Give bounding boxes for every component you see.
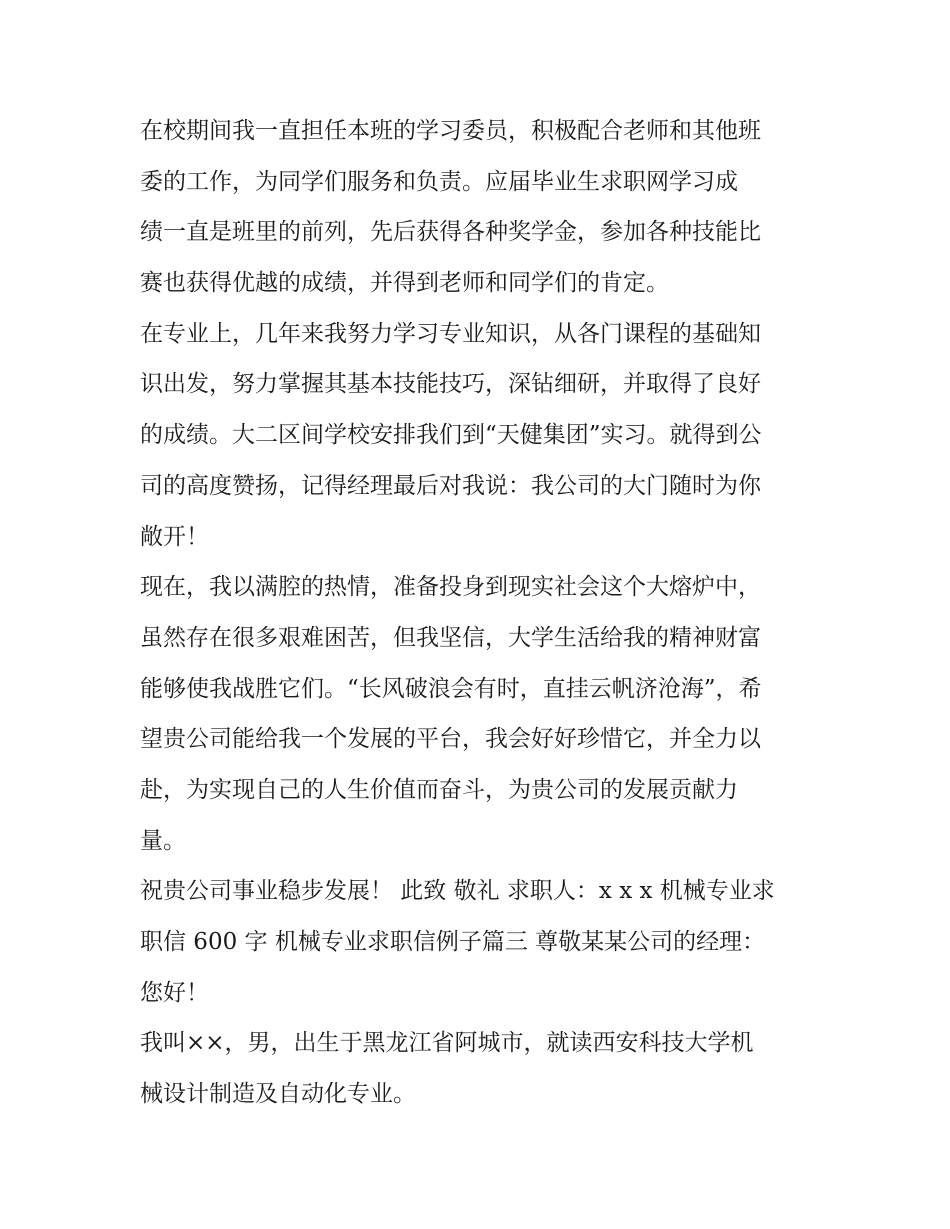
- text-line-1: 在校期间我一直担任本班的学习委员，积极配合老师和其他班: [140, 118, 761, 144]
- document-body: [140, 106, 820, 1120]
- text-line-8: 司的高度赞扬，记得经理最后对我说：我公司的大门随时为你: [140, 472, 761, 499]
- text-line-4: 赛也获得优越的成绩，并得到老师和同学们的肯定。: [140, 270, 669, 297]
- text-line-3: 绩一直是班里的前列，先后获得各种奖学金，参加各种技能比: [140, 219, 761, 246]
- text-line-6: 识出发，努力掌握其基本技能技巧，深钻细研，并取得了良好: [140, 371, 761, 398]
- text-line-11: 虽然存在很多艰难困苦，但我坚信，大学生活给我的精神财富: [140, 624, 761, 651]
- text-line-12: 能够使我战胜它们。“长风破浪会有时，直挂云帆济沧海”，希: [140, 675, 762, 702]
- text-line-10: 现在，我以满腔的热情，准备投身到现实社会这个大熔炉中，: [140, 574, 761, 601]
- text-line-17: 职信 600 字 机械专业求职信例子篇三 尊敬某某公司的经理：: [140, 929, 766, 955]
- text-line-14: 赴，为实现自己的人生价值而奋斗，为贵公司的发展贡献力: [140, 776, 738, 803]
- text-line-18: 您好！: [140, 979, 209, 1006]
- text-line-2: 委的工作，为同学们服务和负责。应届毕业生求职网学习成: [140, 168, 738, 195]
- text-line-5: 在专业上，几年来我努力学习专业知识，从各门课程的基础知: [140, 320, 761, 347]
- text-line-13: 望贵公司能给我一个发展的平台，我会好好珍惜它，并全力以: [140, 726, 761, 753]
- text-line-15: 量。: [140, 827, 186, 854]
- text-line-9: 敞开！: [140, 523, 209, 550]
- text-line-20: 械设计制造及自动化专业。: [140, 1081, 416, 1108]
- text-line-19: 我叫××，男，出生于黑龙江省阿城市，就读西安科技大学机: [140, 1030, 754, 1057]
- text-line-7: 的成绩。大二区间学校安排我们到“天健集团”实习。就得到公: [140, 422, 762, 449]
- text-line-16: 祝贵公司事业稳步发展！ 此致 敬礼 求职人：x x x 机械专业求: [140, 878, 775, 905]
